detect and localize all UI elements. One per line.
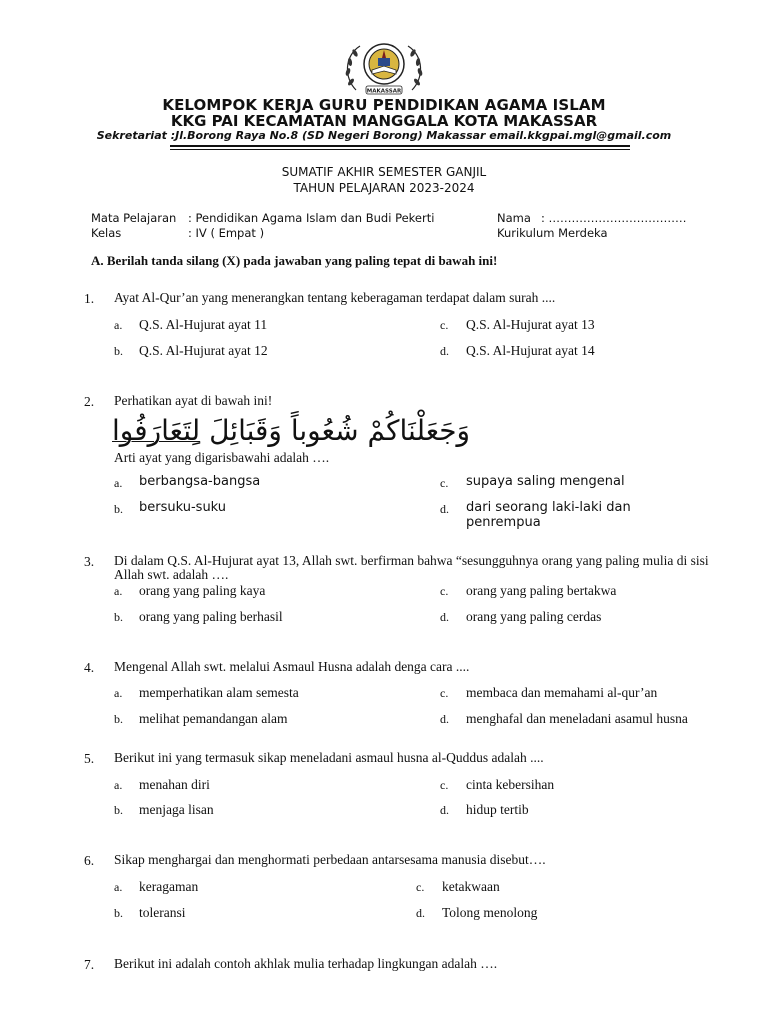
- section-instruction: A. Berilah tanda silang (X) pada jawaban yang paling tepat di bawah ini!: [91, 253, 498, 268]
- letterhead-rule-thin: [170, 149, 630, 150]
- option-text[interactable]: memperhatikan alam semesta: [139, 685, 299, 700]
- option-letter: c.: [440, 584, 449, 598]
- arabic-verse-text: وَجَعَلْنَاكُمْ شُعُوباً وَقَبَائِلَ: [200, 414, 471, 447]
- option-letter: b.: [114, 344, 123, 358]
- option-text[interactable]: supaya saling mengenal: [466, 474, 625, 489]
- option-letter: b.: [114, 502, 123, 516]
- option-letter: c.: [440, 686, 449, 700]
- question-number: 3.: [84, 554, 95, 569]
- option-text[interactable]: orang yang paling kaya: [139, 583, 266, 598]
- option-text[interactable]: hidup tertib: [466, 802, 529, 817]
- option-text[interactable]: Tolong menolong: [442, 905, 538, 920]
- option-letter: b.: [114, 803, 123, 817]
- option-text[interactable]: orang yang paling berhasil: [139, 609, 283, 624]
- option-text[interactable]: orang yang paling bertakwa: [466, 583, 617, 598]
- question-subtext: Arti ayat yang digarisbawahi adalah ….: [114, 450, 330, 465]
- option-letter: a.: [114, 880, 123, 894]
- option-letter: c.: [440, 476, 449, 490]
- option-text[interactable]: melihat pemandangan alam: [139, 711, 288, 726]
- arabic-verse: [112, 414, 470, 447]
- option-letter: c.: [416, 880, 425, 894]
- subject-value: : Pendidikan Agama Islam dan Budi Pekerti: [188, 211, 435, 225]
- question-number: 6.: [84, 853, 95, 868]
- kkg-pai-logo: [334, 38, 434, 98]
- question-text: Sikap menghargai dan menghormati perbedaan antarsesama manusia disebut….: [114, 852, 546, 867]
- option-letter: a.: [114, 778, 123, 792]
- option-text[interactable]: orang yang paling cerdas: [466, 609, 602, 624]
- question-number: 4.: [84, 660, 95, 675]
- letterhead-rule-thick: [170, 145, 630, 147]
- class-value: : IV ( Empat ): [188, 226, 265, 240]
- option-text[interactable]: keragaman: [139, 879, 199, 894]
- org-address: Sekretariat :Jl.Borong Raya No.8 (SD Negeri Borong) Makassar email.kkgpai.mgl@gmail.com: [96, 129, 672, 142]
- question-text: Berikut ini adalah contoh akhlak mulia terhadap lingkungan adalah ….: [114, 956, 498, 971]
- option-text[interactable]: menjaga lisan: [139, 802, 214, 817]
- option-letter: d.: [440, 344, 449, 358]
- option-text[interactable]: Q.S. Al-Hujurat ayat 13: [466, 317, 595, 332]
- option-letter: a.: [114, 686, 123, 700]
- option-letter: d.: [440, 712, 449, 726]
- option-text[interactable]: berbangsa-bangsa: [139, 474, 261, 489]
- option-text[interactable]: menghafal dan meneladani asamul husna: [466, 711, 688, 726]
- option-text[interactable]: Q.S. Al-Hujurat ayat 11: [139, 317, 268, 332]
- option-text[interactable]: toleransi: [139, 905, 186, 920]
- option-letter: a.: [114, 584, 123, 598]
- option-letter: d.: [440, 803, 449, 817]
- org-name-line1: KELOMPOK KERJA GURU PENDIDIKAN AGAMA ISLAM: [162, 96, 606, 114]
- option-letter: b.: [114, 610, 123, 624]
- option-letter: c.: [440, 778, 449, 792]
- option-letter: c.: [440, 318, 449, 332]
- question-text: Di dalam Q.S. Al-Hujurat ayat 13, Allah swt. berfirman bahwa “sesungguhnya orang yang paling mulia di sisi Allah swt. adalah ….: [114, 553, 709, 582]
- option-text[interactable]: membaca dan memahami al-qur’an: [466, 685, 658, 700]
- option-text[interactable]: menahan diri: [139, 777, 210, 792]
- question-number: 7.: [84, 957, 95, 972]
- org-name-line2: KKG PAI KECAMATAN MANGGALA KOTA MAKASSAR: [170, 112, 598, 130]
- option-text[interactable]: ketakwaan: [442, 879, 500, 894]
- name-field[interactable]: : ………………………………: [541, 211, 687, 225]
- arabic-verse-underlined: لِتَعَارَفُوا: [112, 414, 201, 447]
- question-number: 5.: [84, 751, 95, 766]
- logo-ribbon-text: MAKASSAR: [366, 88, 402, 95]
- question-number: 1.: [84, 291, 95, 306]
- question-number: 2.: [84, 394, 95, 409]
- question-text: Perhatikan ayat di bawah ini!: [114, 393, 273, 408]
- question-text: Mengenal Allah swt. melalui Asmaul Husna adalah denga cara ....: [114, 659, 470, 674]
- class-label: Kelas: [91, 226, 122, 240]
- question-text: Berikut ini yang termasuk sikap meneladani asmaul husna al-Quddus adalah ....: [114, 750, 544, 765]
- question-text: Ayat Al-Qur’an yang menerangkan tentang keberagaman terdapat dalam surah ....: [114, 290, 556, 305]
- option-text[interactable]: cinta kebersihan: [466, 777, 555, 792]
- exam-title: SUMATIF AKHIR SEMESTER GANJIL: [281, 165, 487, 179]
- option-letter: b.: [114, 906, 123, 920]
- name-label: Nama: [497, 211, 531, 225]
- option-letter: a.: [114, 318, 123, 332]
- option-letter: d.: [440, 502, 449, 516]
- option-letter: b.: [114, 712, 123, 726]
- option-letter: a.: [114, 476, 123, 490]
- option-text[interactable]: Q.S. Al-Hujurat ayat 12: [139, 343, 268, 358]
- curriculum-label: Kurikulum Merdeka: [497, 226, 608, 240]
- subject-label: Mata Pelajaran: [91, 211, 177, 225]
- option-text[interactable]: Q.S. Al-Hujurat ayat 14: [466, 343, 595, 358]
- option-text[interactable]: bersuku-suku: [139, 500, 227, 515]
- exam-year: TAHUN PELAJARAN 2023-2024: [293, 181, 475, 195]
- option-letter: d.: [416, 906, 425, 920]
- option-text[interactable]: dari seorang laki-laki dan penrempua: [466, 500, 631, 530]
- option-letter: d.: [440, 610, 449, 624]
